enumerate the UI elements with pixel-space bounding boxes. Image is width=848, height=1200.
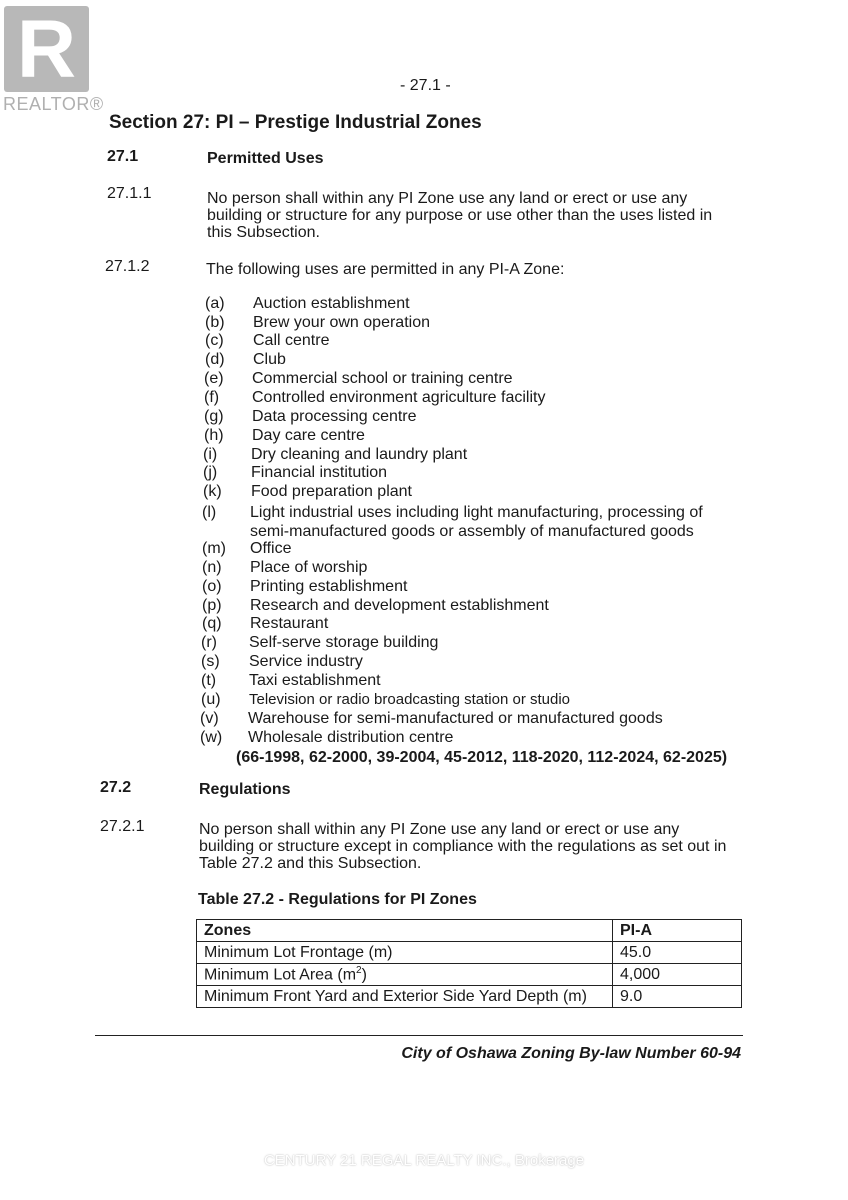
clause-27-1-1-line: this Subsection. [207, 224, 320, 241]
heading-27-1-title: Permitted Uses [207, 150, 324, 167]
page-number: - 27.1 - [400, 77, 451, 94]
table-row [197, 942, 742, 964]
realtor-logo [4, 4, 89, 95]
clause-27-2-1-line: No person shall within any PI Zone use any land or erect or use any [199, 821, 680, 838]
table-header-cell: Zones [197, 920, 613, 942]
clause-27-1-1-number: 27.1.1 [107, 185, 152, 202]
realtor-logo-letter: R [16, 4, 77, 95]
heading-27-2-title: Regulations [199, 781, 291, 798]
clause-27-2-1-number: 27.2.1 [100, 818, 145, 835]
heading-27-2-number: 27.2 [100, 779, 132, 796]
table-cell-label: Minimum Front Yard and Exterior Side Yard Depth (m) [197, 986, 613, 1008]
table-cell-value: 45.0 [613, 942, 742, 964]
clause-27-1-2-text: The following uses are permitted in any PI-A Zone: [206, 261, 565, 278]
clause-27-1-1-text [207, 190, 747, 241]
clause-27-1-2-number: 27.1.2 [105, 258, 150, 275]
table-header-row [197, 920, 742, 942]
clause-27-1-1-line: building or structure for any purpose or use other than the uses listed in [207, 207, 713, 224]
brokerage-watermark: CENTURY 21 REGAL REALTY INC., Brokerage [263, 1152, 585, 1169]
footer-bylaw-title: City of Oshawa Zoning By-law Number 60-94 [401, 1045, 741, 1062]
table-cell-value: 9.0 [613, 986, 742, 1008]
table-header-cell: PI-A [613, 920, 742, 942]
table-cell-label: Minimum Lot Area $(m^2)$ [197, 964, 613, 986]
realtor-wordmark: REALTOR® [3, 94, 104, 114]
heading-27-1-number: 27.1 [107, 148, 139, 165]
table-caption: Table 27.2 - Regulations for PI Zones [198, 891, 477, 908]
table-row [197, 986, 742, 1008]
regulations-table [196, 919, 742, 1008]
footer-divider [95, 1035, 743, 1036]
section-title: Section 27: PI – Prestige Industrial Zones [109, 112, 482, 133]
table-row [197, 964, 742, 986]
clause-27-1-1-line: No person shall within any PI Zone use any land or erect or use any [207, 190, 688, 207]
amendments-list: (66-1998, 62-2000, 39-2004, 45-2012, 118-2020, 112-2024, 62-2025) [236, 749, 728, 766]
table-cell-label: Minimum Lot Frontage (m) [197, 942, 613, 964]
clause-27-2-1-line: building or structure except in compliance with the regulations as set out in [199, 838, 727, 855]
table-cell-value: 4,000 [613, 964, 742, 986]
clause-27-2-1-line: Table 27.2 and this Subsection. [199, 855, 422, 872]
clause-27-2-1-text [199, 821, 744, 872]
